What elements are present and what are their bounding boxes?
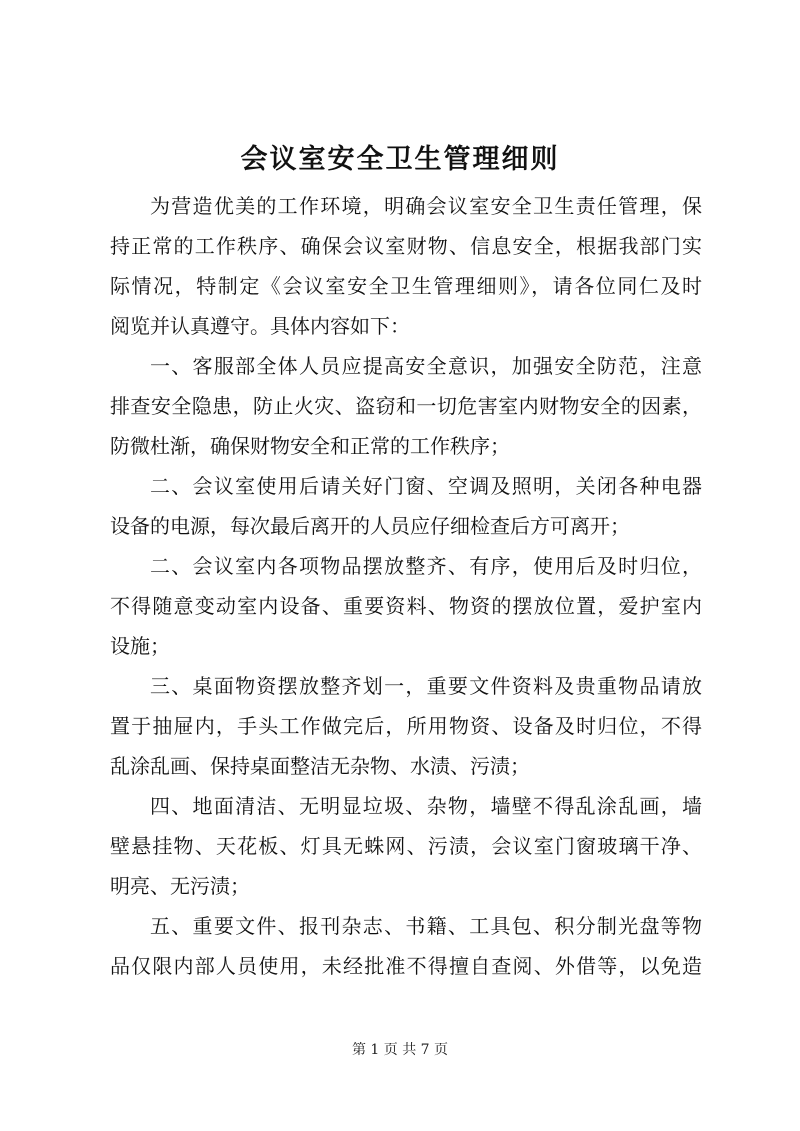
paragraph-item-2b [110, 546, 702, 666]
text-line: 五、重要文件、报刊杂志、书籍、工具包、积分制光盘等物 [150, 914, 702, 938]
document-title: 会议室安全卫生管理细则 [240, 144, 560, 175]
text-line: 为营造优美的工作环境，明确会议室安全卫生责任管理，保 [150, 194, 702, 218]
paragraph-item-1 [110, 346, 702, 466]
text-line: 设备的电源，每次最后离开的人员应仔细检查后方可离开； [110, 514, 630, 538]
text-line: 明亮、无污渍； [110, 874, 250, 898]
text-line: 持正常的工作秩序、确保会议室财物、信息安全，根据我部门实 [110, 234, 702, 258]
text-line: 排查安全隐患，防止火灾、盗窃和一切危害室内财物安全的因素， [110, 394, 702, 418]
text-line: 二、会议室使用后请关好门窗、空调及照明，关闭各种电器 [150, 474, 702, 498]
text-line: 壁悬挂物、天花板、灯具无蛛网、污渍，会议室门窗玻璃干净、 [110, 834, 702, 858]
text-line: 置于抽屉内，手头工作做完后，所用物资、设备及时归位，不得 [110, 714, 702, 738]
text-line: 三、桌面物资摆放整齐划一，重要文件资料及贵重物品请放 [150, 674, 702, 698]
document-body [110, 186, 702, 986]
text-line: 二、会议室内各项物品摆放整齐、有序，使用后及时归位， [150, 554, 702, 578]
paragraph-item-4 [110, 786, 702, 906]
text-line: 四、地面清洁、无明显垃圾、杂物，墙壁不得乱涂乱画，墙 [150, 794, 702, 818]
text-line: 一、客服部全体人员应提高安全意识，加强安全防范，注意 [150, 354, 702, 378]
text-line: 防微杜渐，确保财物安全和正常的工作秩序； [110, 434, 510, 458]
paragraph-intro [110, 186, 702, 346]
text-line: 不得随意变动室内设备、重要资料、物资的摆放位置，爱护室内 [110, 594, 702, 618]
paragraph-item-5 [110, 906, 702, 986]
text-line: 品仅限内部人员使用，未经批准不得擅自查阅、外借等，以免造 [110, 954, 702, 978]
text-line: 设施； [110, 634, 170, 658]
text-line: 阅览并认真遵守。具体内容如下： [110, 314, 410, 338]
paragraph-item-3 [110, 666, 702, 786]
text-line: 乱涂乱画、保持桌面整洁无杂物、水渍、污渍； [110, 754, 530, 778]
paragraph-item-2 [110, 466, 702, 546]
page-footer: 第 1 页 共 7 页 [351, 1042, 449, 1058]
text-line: 际情况，特制定《会议室安全卫生管理细则》，请各位同仁及时 [110, 274, 702, 298]
